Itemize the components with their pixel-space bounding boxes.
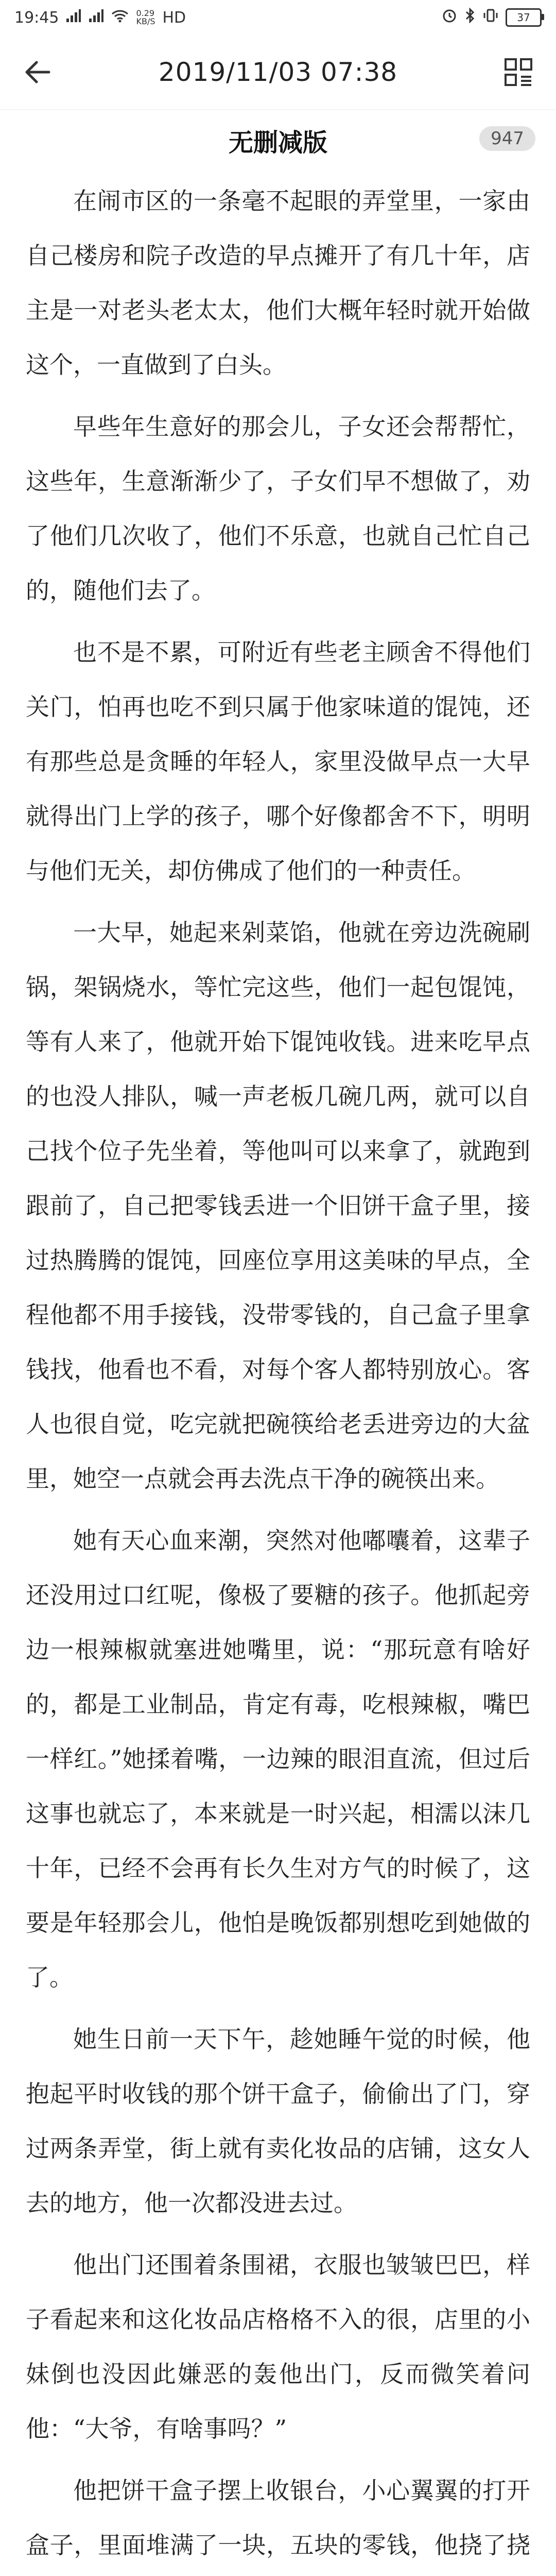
bluetooth-icon bbox=[464, 8, 476, 27]
status-left bbox=[14, 9, 186, 27]
page-title: 2019/11/03 07:38 bbox=[158, 57, 398, 87]
alarm-icon bbox=[442, 8, 457, 27]
paragraph: 一大早，她起来剁菜馅，他就在旁边洗碗刷锅，架锅烧水，等忙完这些，他们一起包馄饨，等有人来了，他就开始下馄饨收钱。进来吃早点的也没人排队，喊一声老板几碗几两，就可以自己找个位子先坐着，等他叫可以来拿了，就跑到跟前了，自己把零钱丢进一个旧饼干盒子里，接过热腾腾的馄饨，回座位享用这美味的早点，全程他都不用手接钱，没带零钱的，自己盒子里拿钱找，他看也不看，对每个客人都特别放心。客人也很自觉，吃完就把碗筷给老丢进旁边的大盆里，她空一点就会再去洗点干净的碗筷出来。 bbox=[26, 919, 530, 1493]
paragraph: 也不是不累，可附近有些老主顾舍不得他们关门，怕再也吃不到只属于他家味道的馄饨，还有那些总是贪睡的年轻人，家里没做早点一大早就得出门上学的孩子，哪个好像都舍不下，明明与他们无关，却仿佛成了他们的一种责任。 bbox=[26, 638, 530, 885]
paragraph: 早些年生意好的那会儿，子女还会帮帮忙，这些年，生意渐渐少了，子女们早不想做了，劝了他们几次收了，他们不乐意，也就自己忙自己的，随他们去了。 bbox=[26, 413, 530, 604]
status-time: 19:45 bbox=[14, 8, 59, 27]
network-type: HD bbox=[162, 8, 186, 27]
back-button[interactable] bbox=[20, 54, 56, 90]
battery-level: 37 bbox=[517, 11, 530, 24]
grid-menu-icon bbox=[503, 57, 533, 87]
post-header bbox=[0, 117, 556, 163]
paragraph: 她生日前一天下午，趁她睡午觉的时候，他抱起平时收钱的那个饼干盒子，偷偷出了门，穿过两条弄堂，街上就有卖化妆品的店铺，这女人去的地方，他一次都没进去过。 bbox=[26, 2025, 530, 2217]
signal-icon bbox=[66, 9, 81, 27]
paragraph: 她有天心血来潮，突然对他嘟囔着，这辈子还没用过口红呢，像极了要糖的孩子。他抓起旁边一根辣椒就塞进她嘴里，说：“那玩意有啥好的，都是工业制品，肯定有毒，吃根辣椒，嘴巴一样红。”她揉着嘴，一边辣的眼泪直流，但过后这事也就忘了，本来就是一时兴起，相濡以沫几十年，已经不会再有长久生对方气的时候了，这要是年轻那会儿，他怕是晚饭都别想吃到她做的了。 bbox=[26, 1527, 530, 1991]
vibrate-icon bbox=[483, 8, 498, 27]
post-content bbox=[0, 163, 556, 2576]
network-speed-unit: KB/S bbox=[136, 16, 155, 26]
status-bar bbox=[0, 0, 556, 35]
paragraph: 他出门还围着条围裙，衣服也皱皱巴巴，样子看起来和这化妆品店格格不入的很，店里的小妹倒也没因此嫌恶的轰他出门，反而微笑着问他：“大爷，有啥事吗？” bbox=[26, 2251, 530, 2443]
signal-icon-2 bbox=[89, 9, 104, 27]
paragraph: 在闹市区的一条毫不起眼的弄堂里，一家由自己楼房和院子改造的早点摊开了有几十年，店主是一对老头老太太，他们大概年轻时就开始做这个，一直做到了白头。 bbox=[26, 187, 530, 379]
post-title: 无删减版 bbox=[228, 128, 327, 157]
network-speed bbox=[136, 9, 155, 26]
menu-button[interactable] bbox=[500, 54, 536, 90]
network-speed-value: 0.29 bbox=[136, 8, 155, 18]
back-arrow-icon bbox=[23, 58, 52, 87]
status-right bbox=[442, 8, 542, 27]
view-count-badge: 947 bbox=[479, 126, 535, 151]
app-bar bbox=[0, 35, 556, 110]
paragraph: 他把饼干盒子摆上收银台，小心翼翼的打开盒子，里面堆满了一块，五块的零钱，他挠了挠 bbox=[26, 2477, 530, 2559]
battery-icon bbox=[506, 8, 542, 27]
wifi-icon bbox=[111, 9, 129, 27]
